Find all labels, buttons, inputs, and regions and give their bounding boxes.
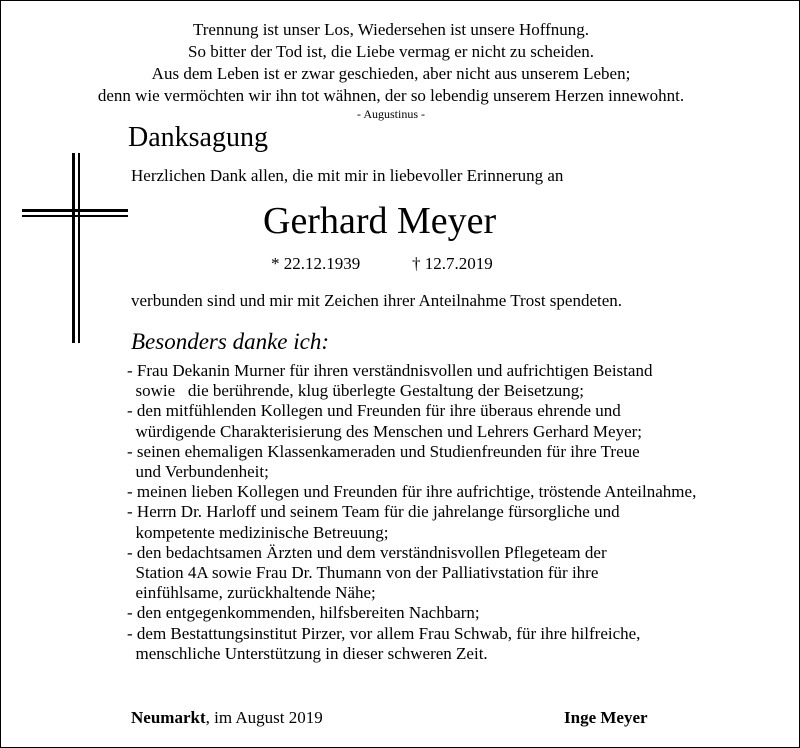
list-item: kompetente medizinische Betreuung; <box>127 522 389 542</box>
list-item: - seinen ehemaligen Klassenkameraden und Studienfreunden für ihre Treue <box>127 441 640 461</box>
quote-line: Trennung ist unser Los, Wiedersehen ist unsere Hoffnung. <box>192 20 590 39</box>
deceased-name: Gerhard Meyer <box>263 200 497 242</box>
list-item: sowie die berührende, klug überlegte Gestaltung der Beisetzung; <box>127 381 584 401</box>
notice-title: Danksagung <box>128 122 268 153</box>
place-date <box>131 708 323 728</box>
list-item: würdigende Charakterisierung des Menschen und Lehrers Gerhard Meyer; <box>127 421 643 441</box>
quote-source: - Augustinus - <box>356 107 425 121</box>
list-item: - Herrn Dr. Harloff und seinem Team für die jahrelange fürsorgliche und <box>127 502 620 522</box>
joined-text: verbunden sind und mir mit Zeichen ihrer Anteilnahme Trost spendeten. <box>131 291 623 310</box>
list-item: Station 4A sowie Frau Dr. Thumann von der Palliativstation für ihre <box>127 563 599 583</box>
list-item: und Verbundenheit; <box>127 462 269 482</box>
list-item: einfühlsame, zurückhaltende Nähe; <box>127 583 376 603</box>
signer-name: Inge Meyer <box>564 708 648 727</box>
quote-line: So bitter der Tod ist, die Liebe vermag er nicht zu scheiden. <box>188 42 594 61</box>
birth-date: * 22.12.1939 <box>271 254 361 273</box>
list-item: - den bedachtsamen Ärzten und dem verständnisvollen Pflegeteam der <box>127 542 607 562</box>
thanks-heading: Besonders danke ich: <box>131 329 329 354</box>
list-item: - den entgegenkommenden, hilfsbereiten Nachbarn; <box>127 603 480 623</box>
death-date: † 12.7.2019 <box>412 254 493 273</box>
list-item: - Frau Dekanin Murner für ihren verständnisvollen und aufrichtigen Beistand <box>127 361 653 380</box>
list-item: - dem Bestattungsinstitut Pirzer, vor allem Frau Schwab, für ihre hilfreiche, <box>127 623 641 643</box>
quote-line: denn wie vermöchten wir ihn tot wähnen, der so lebendig unserem Herzen innewohnt. <box>97 86 685 105</box>
list-item: - meinen lieben Kollegen und Freunden für ihre aufrichtige, tröstende Anteilnahme, <box>127 482 697 502</box>
quote-block <box>1 19 781 121</box>
list-item: menschliche Unterstützung in dieser schweren Zeit. <box>127 643 488 663</box>
place-name: Neumarkt <box>131 708 206 727</box>
date-text: , im August 2019 <box>205 708 323 727</box>
list-item: - den mitfühlenden Kollegen und Freunden für ihre überaus ehrende und <box>127 401 621 421</box>
quote-line: Aus dem Leben ist er zwar geschieden, aber nicht aus unserem Leben; <box>151 64 631 83</box>
intro-text: Herzlichen Dank allen, die mit mir in liebevoller Erinnerung an <box>131 166 564 185</box>
thanks-list <box>127 361 696 664</box>
